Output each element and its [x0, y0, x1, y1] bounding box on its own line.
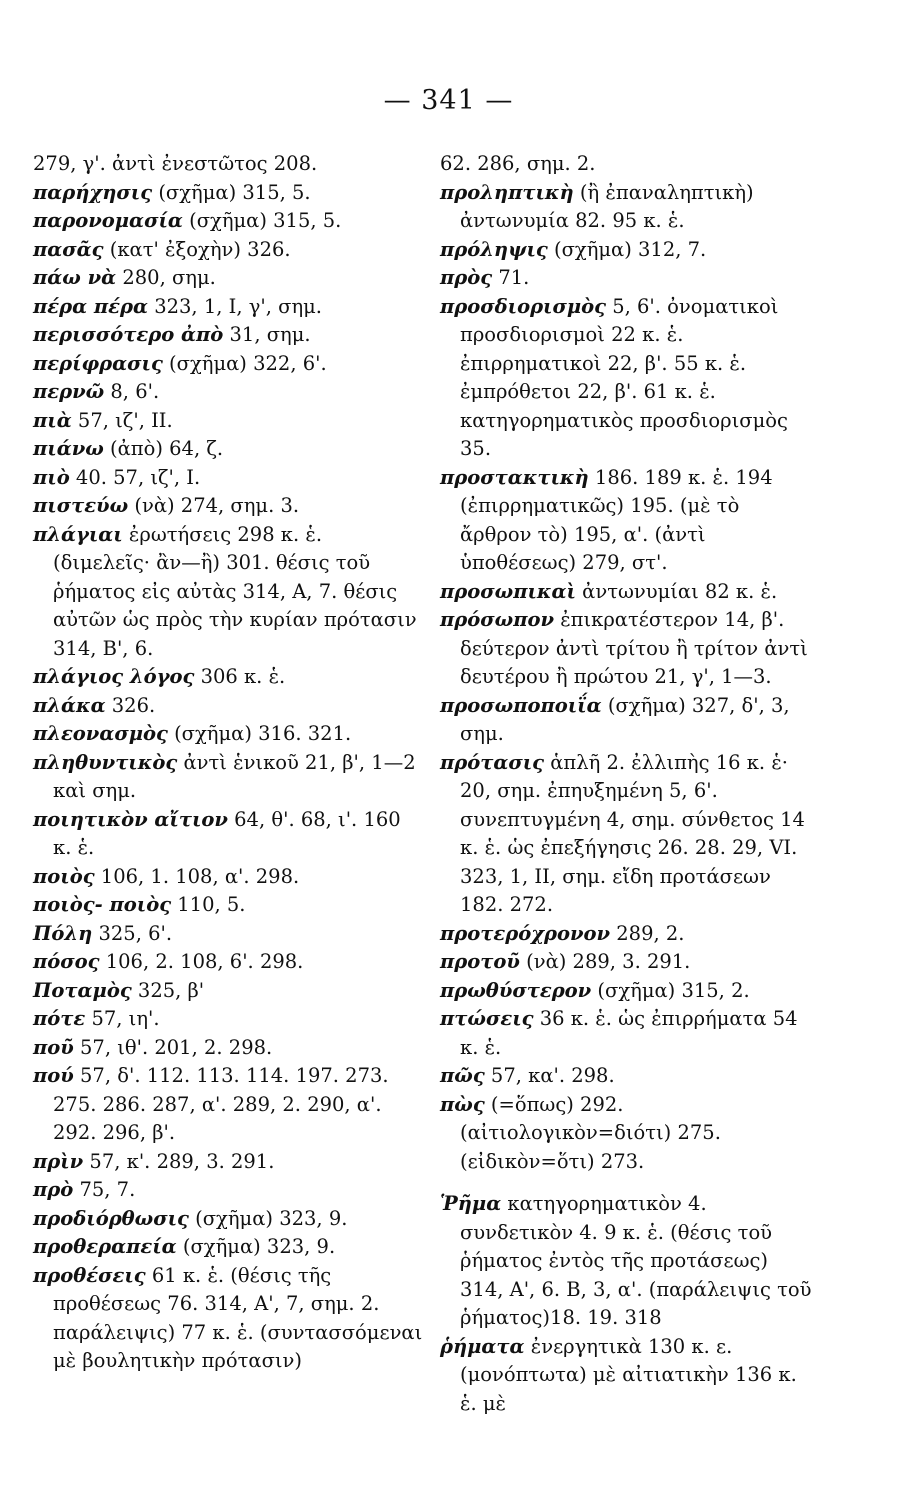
entry-headword: πληθυντικὸς — [33, 750, 178, 774]
entry-references: (νὰ) 289, 3. 291. — [519, 950, 691, 973]
index-entry — [33, 236, 425, 265]
entry-references: 61 κ. ἑ. (θέσις τῆς προθέσεως 76. 314, A', 7, σημ. 2. παράλειψις) 77 κ. ἑ. (συντασσόμεναι μὲ βουλητικὴν πρότασιν) — [53, 1263, 423, 1372]
index-entry — [440, 920, 812, 949]
index-entry — [33, 492, 425, 521]
index-entry — [33, 407, 425, 436]
index-entry — [33, 1233, 425, 1262]
index-entry — [33, 378, 425, 407]
index-entry — [440, 150, 812, 179]
index-entry — [440, 464, 812, 578]
entry-references: 280, σημ. — [116, 266, 216, 289]
entry-headword: πλεονασμὸς — [33, 722, 168, 745]
entry-headword: παρήχησις — [33, 180, 153, 204]
entry-headword: πῶς — [440, 1064, 485, 1087]
entry-headword: Πόλη — [33, 921, 93, 945]
entry-headword: προληπτικὴ — [440, 180, 574, 204]
index-entry — [440, 606, 812, 692]
entry-references: (ἢ ἐπαναληπτικὴ) ἀντωνυμία 82. 95 κ. ἑ. — [460, 180, 754, 232]
entry-references: 325, β' — [131, 978, 205, 1002]
index-entry — [33, 321, 425, 350]
entry-references: 8, 6'. — [104, 380, 160, 403]
entry-references: (σχῆμα) 323, 9. — [188, 1206, 348, 1230]
index-column-left — [33, 150, 425, 1376]
entry-references: ἁπλῆ 2. ἐλλιπὴς 16 κ. ἑ· 20, σημ. ἐπηυξημένη 5, 6'. συνεπτυγμένη 4, σημ. σύνθετος 14 κ. ἑ. ὡς ἐπεξήγησις 26. 28. 29, VI. 323, 1, II, σημ. εἴδη προτάσεων 182. 272. — [460, 750, 805, 916]
entry-references: 325, 6'. — [92, 921, 173, 945]
entry-references: (κατ' ἐξοχὴν) 326. — [103, 237, 291, 261]
index-entry — [33, 720, 425, 749]
entry-headword: πιστεύω — [33, 494, 129, 517]
index-entry — [33, 663, 425, 692]
index-entry — [33, 350, 425, 379]
entry-references: 106, 1. 108, α'. 298. — [94, 864, 300, 888]
entry-headword: παρονομασία — [33, 209, 183, 232]
entry-references: ἀντωνυμίαι 82 κ. ἑ. — [575, 579, 778, 603]
index-entry — [33, 806, 425, 863]
entry-headword: πασᾶς — [33, 237, 104, 261]
entry-headword: πρὸ — [33, 1178, 74, 1201]
entry-references: 323, 1, I, γ', σημ. — [148, 294, 322, 318]
index-entry — [33, 521, 425, 664]
entry-headword: πού — [33, 1064, 74, 1087]
entry-references: 57, ιζ', II. — [71, 408, 173, 432]
index-entry — [33, 1205, 425, 1234]
entry-references: 110, 5. — [171, 893, 246, 916]
index-entry — [33, 1262, 425, 1376]
entry-headword: προθεραπεία — [33, 1235, 177, 1258]
index-entry — [440, 179, 812, 236]
entry-references: (ἀπὸ) 64, ζ. — [103, 437, 224, 460]
entry-headword: πρόληψις — [440, 237, 548, 261]
entry-headword: ποιὸς- ποιὸς — [33, 893, 172, 916]
entry-references: 186. 189 κ. ἑ. 194 (ἐπιρρηματικῶς) 195. (μὲ τὸ ἄρθρον τὸ) 195, α'. (ἀντὶ ὑποθέσεως) 279, στ'. — [460, 465, 773, 574]
index-entry — [440, 948, 812, 977]
entry-headword: πάω νὰ — [33, 266, 117, 289]
entry-headword: ποιὸς — [33, 864, 95, 888]
entry-references: 40. 57, ιζ', I. — [69, 465, 201, 489]
entry-headword: περίφρασις — [33, 351, 163, 375]
entry-references: 71. — [492, 266, 530, 289]
entry-headword: πλάγιαι — [33, 522, 123, 546]
index-entry — [33, 977, 425, 1006]
index-entry — [33, 749, 425, 806]
index-entry — [33, 179, 425, 208]
index-entry — [33, 1062, 425, 1148]
index-entry — [440, 578, 812, 607]
entry-references: (σχῆμα) 315, 2. — [591, 978, 750, 1002]
entry-references: 75, 7. — [73, 1178, 136, 1201]
entry-headword: προθέσεις — [33, 1263, 146, 1287]
index-entry — [33, 891, 425, 920]
entry-references: 106, 2. 108, 6'. 298. — [99, 950, 304, 973]
entry-headword: ποῦ — [33, 1035, 74, 1059]
entry-references: (σχῆμα) 327, δ', 3, σημ. — [460, 693, 790, 745]
entry-references: ἐπικρατέστερον 14, β'. δεύτερον ἀντὶ τρίτου ἢ τρίτον ἀντὶ δευτέρου ἢ πρώτου 21, γ', 1—3. — [460, 608, 808, 688]
entry-headword: Ῥῆμα — [440, 1192, 502, 1215]
entry-references: 279, γ'. ἀντὶ ἐνεστῶτος 208. — [33, 152, 318, 175]
entry-headword: προδιόρθωσις — [33, 1206, 189, 1230]
entry-headword: περισσότερο ἀπὸ — [33, 323, 224, 346]
index-entry — [33, 207, 425, 236]
entry-headword: προσωποποιΐα — [440, 693, 602, 717]
entry-references: (νὰ) 274, σημ. 3. — [128, 494, 300, 517]
entry-references: κατηγορηματικὸν 4. συνδετικὸν 4. 9 κ. ἑ. (θέσις τοῦ ῥήματος ἐντὸς τῆς προτάσεως) 314, A', 6. B, 3, α'. (παράλειψις τοῦ ῥήματος)18. 19. 318 — [460, 1192, 812, 1329]
entry-headword: προτοῦ — [440, 950, 520, 973]
index-entry — [33, 920, 425, 949]
index-entry — [33, 948, 425, 977]
entry-references: 57, κ'. 289, 3. 291. — [83, 1149, 275, 1173]
entry-references: 289, 2. — [610, 921, 685, 945]
entry-headword: πλάκα — [33, 693, 106, 717]
entry-references: 62. 286, σημ. 2. — [440, 152, 596, 175]
entry-headword: πρότασις — [440, 750, 545, 774]
entry-headword: πιάνω — [33, 437, 104, 460]
entry-references: 57, ιη'. — [85, 1007, 160, 1030]
index-entry — [33, 150, 425, 179]
index-entry — [440, 1062, 812, 1091]
entry-references: 326. — [105, 693, 156, 717]
index-entry — [440, 264, 812, 293]
entry-headword: πόσος — [33, 950, 100, 973]
entry-references: (σχῆμα) 315, 5. — [152, 180, 311, 204]
entry-headword: πιὸ — [33, 465, 70, 489]
entry-references: (σχῆμα) 323, 9. — [176, 1235, 336, 1258]
index-entry — [33, 435, 425, 464]
index-entry — [33, 1148, 425, 1177]
entry-references: (σχῆμα) 322, 6'. — [162, 351, 327, 375]
entry-references: ἐρωτήσεις 298 κ. ἑ. (διμελεῖς· ἂν—ἢ) 301. θέσις τοῦ ῥήματος εἰς αὐτὰς 314, A, 7. θέσις αὐτῶν ὡς πρὸς τὴν κυρίαν πρότασιν 314, B', 6. — [53, 522, 417, 660]
index-entry — [440, 977, 812, 1006]
index-entry — [33, 464, 425, 493]
entry-headword: πτώσεις — [440, 1007, 534, 1030]
entry-references: 64, θ'. 68, ι'. 160 κ. ἑ. — [53, 807, 401, 859]
index-entry — [440, 293, 812, 464]
index-entry — [33, 863, 425, 892]
index-entry — [440, 1091, 812, 1177]
entry-headword: πρόσωπον — [440, 608, 555, 631]
entry-headword: ῥήματα — [440, 1334, 525, 1358]
entry-headword: πρὶν — [33, 1149, 84, 1173]
entry-headword: πὼς — [440, 1092, 485, 1116]
entry-headword: προσωπικαὶ — [440, 579, 576, 603]
index-entry — [440, 692, 812, 749]
entry-headword: πλάγιος λόγος — [33, 665, 195, 688]
entry-headword: Ποταμὸς — [33, 978, 132, 1002]
entry-references: (σχῆμα) 312, 7. — [547, 237, 707, 261]
entry-references: 57, δ'. 112. 113. 114. 197. 273. 275. 286. 287, α'. 289, 2. 290, α'. 292. 296, β'. — [53, 1064, 389, 1144]
index-entry — [440, 749, 812, 920]
index-entry — [440, 1333, 812, 1419]
entry-references: ἀντὶ ἑνικοῦ 21, β', 1—2 καὶ σημ. — [53, 750, 416, 802]
entry-references: ἐνεργητικὰ 130 κ. ε. (μονόπτωτα) μὲ αἰτιατικὴν 136 κ. ἑ. μὲ — [460, 1334, 797, 1415]
entry-headword: περνῶ — [33, 380, 105, 403]
entry-headword: προσδιορισμὸς — [440, 294, 607, 318]
entry-headword: πιὰ — [33, 408, 72, 432]
entry-headword: προτερόχρονον — [440, 921, 611, 945]
page-number: — 341 — — [383, 85, 514, 116]
entry-references: 57, κα'. 298. — [484, 1064, 615, 1087]
index-entry — [33, 293, 425, 322]
entry-references: 5, 6'. ὀνοματικοὶ προσδιορισμοὶ 22 κ. ἑ. ἐπιρρηματικοὶ 22, β'. 55 κ. ἑ. ἐμπρόθετοι 22, β'. 61 κ. ἑ. κατηγορηματικὸς προσδιορισμὸς 35. — [460, 294, 788, 460]
index-entry — [33, 264, 425, 293]
entry-references: 31, σημ. — [223, 323, 311, 346]
index-entry — [33, 692, 425, 721]
entry-headword: προστακτικὴ — [440, 465, 589, 489]
entry-headword: ποιητικὸν αἴτιον — [33, 807, 228, 831]
entry-references: 36 κ. ἑ. ὡς ἐπιρρήματα 54 κ. ἑ. — [460, 1007, 798, 1059]
entry-references: (σχῆμα) 316. 321. — [167, 722, 352, 745]
index-entry — [33, 1176, 425, 1205]
index-entry — [440, 1190, 812, 1333]
entry-references: (=ὅπως) 292. (αἰτιολογικὸν=διότι) 275. (εἰδικὸν=ὅτι) 273. — [460, 1092, 721, 1173]
index-column-right — [440, 150, 812, 1418]
index-entry — [33, 1005, 425, 1034]
entry-references: 57, ιθ'. 201, 2. 298. — [73, 1035, 273, 1059]
entry-headword: πρωθύστερον — [440, 978, 592, 1002]
entry-references: (σχῆμα) 315, 5. — [182, 209, 342, 232]
index-entry — [33, 1034, 425, 1063]
index-entry — [440, 1005, 812, 1062]
index-entry — [440, 236, 812, 265]
entry-headword: πρὸς — [440, 266, 493, 289]
entry-headword: πέρα πέρα — [33, 294, 148, 318]
entry-references: 306 κ. ἑ. — [194, 665, 286, 688]
entry-headword: πότε — [33, 1007, 86, 1030]
